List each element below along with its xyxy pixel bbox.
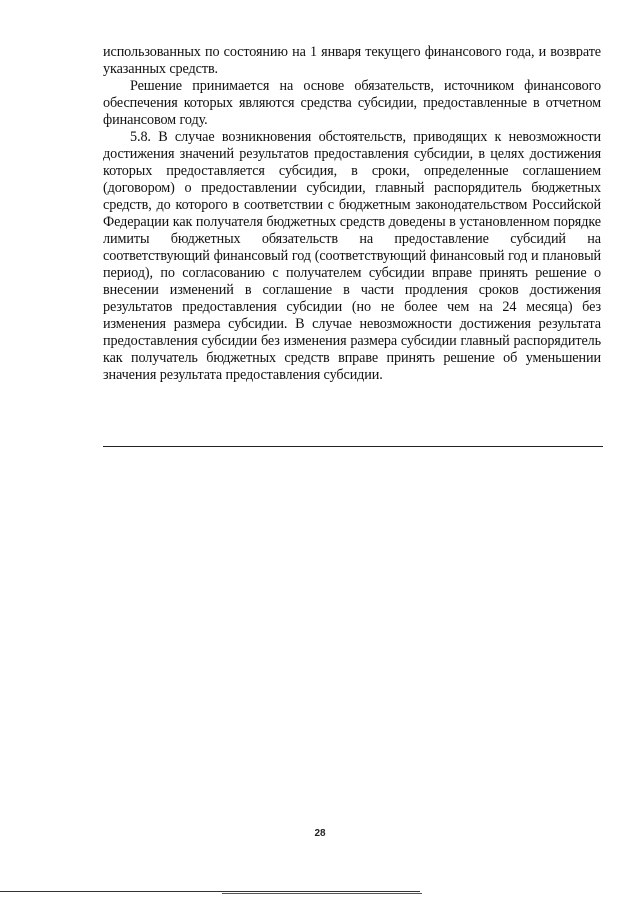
paragraph-5-8: 5.8. В случае возникновения обстоятельств, приводящих к невозможности достижения значений результатов предоставления субсидии, в целях достижения которых предоставляется субсидия, в сроки, определенные соглашением (договором) о предоставлении субсидии, главный распорядитель бюджетных средств, до которого в соответствии с бюджетным законодательством Российской Федерации как получателя бюджетных средств доведены в установленном порядке лимиты бюджетных обязательств на предоставление субсидий на соответствующий финансовый год (соответствующий финансовый год и плановый период), по согласованию с получателем субсидии вправе принять решение о внесении изменений в соглашение в части продления сроков достижения результатов предоставления субсидии (но не более чем на 24 месяца) без изменения размера субсидии. В случае невозможности достижения результата предоставления субсидии без изменения размера субсидии главный распорядитель как получатель бюджетных средств вправе принять решение об уменьшении значения результата предоставления субсидии. <box>103 129 601 383</box>
horizontal-rule <box>103 446 603 447</box>
scan-edge-line-secondary <box>222 893 422 894</box>
body-text <box>103 44 601 384</box>
page-number: 28 <box>314 828 326 839</box>
scan-edge-line <box>0 891 420 892</box>
paragraph-decision: Решение принимается на основе обязательств, источником финансового обеспечения которых являются средства субсидии, предоставленные в отчетном финансовом году. <box>103 78 601 128</box>
paragraph-continuation: использованных по состоянию на 1 января текущего финансового года, и возврате указанных средств. <box>103 44 601 77</box>
